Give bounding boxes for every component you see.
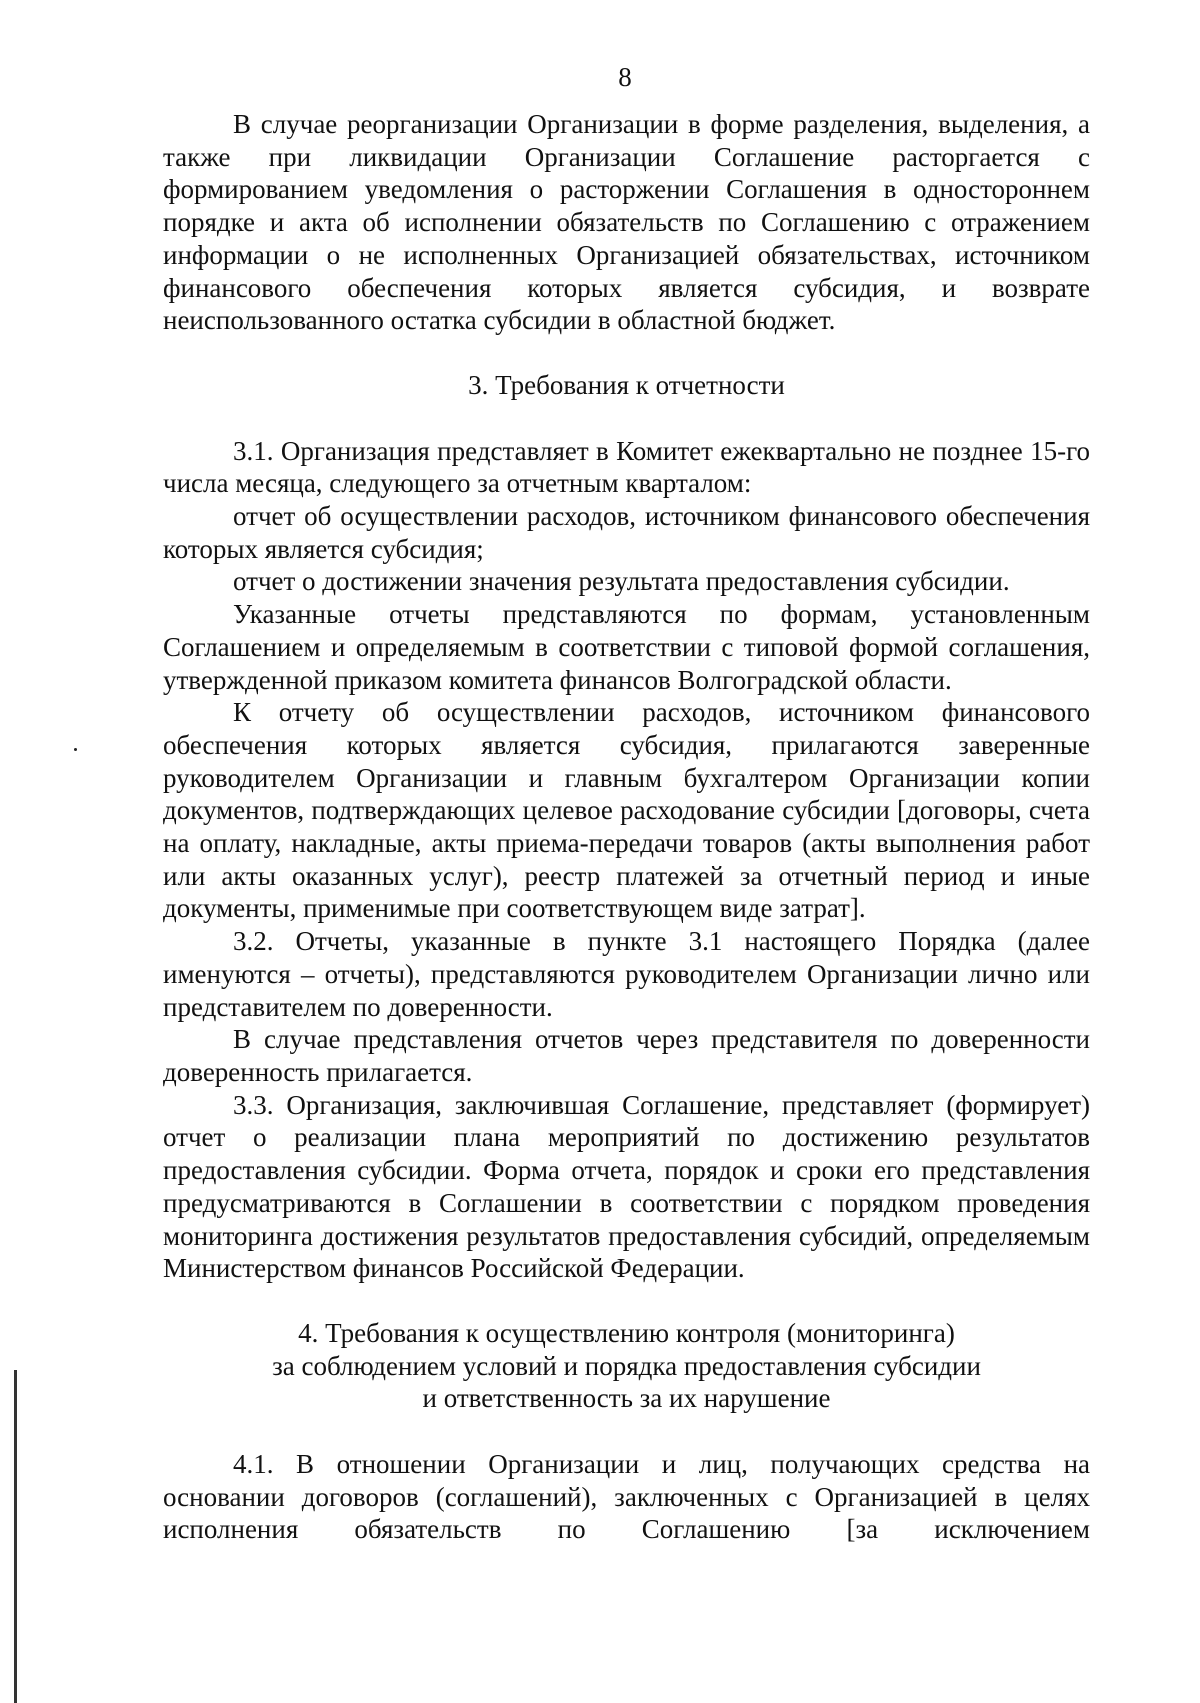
paragraph-4-1: 4.1. В отношении Организации и лиц, получающих средства на основании договоров (соглашений), заключенных с Организацией в целях исполнения обязательств по Соглашению [за исключением xyxy=(163,1449,1090,1545)
paragraph-3-1-report-expenses: отчет об осуществлении расходов, источником финансового обеспечения которых является субсидия; xyxy=(163,501,1090,564)
paragraph-3-1-forms: Указанные отчеты представляются по формам, установленным Соглашением и определяемым в соответствии с типовой формой соглашения, утвержденной приказом комитета финансов Волгоградской области. xyxy=(163,599,1090,695)
section-4-heading-line-3: и ответственность за их нарушение xyxy=(422,1383,831,1414)
section-4-heading xyxy=(163,1317,1090,1415)
section-3-heading: 3. Требования к отчетности xyxy=(468,369,785,400)
paragraph-3-3: 3.3. Организация, заключившая Соглашение, представляет (формирует) отчет о реализации плана мероприятий по достижению результатов предоставления субсидии. Форма отчета, порядок и сроки его представления предусматриваются в Соглашении в соответствии с порядком проведения мониторинга достижения результатов предоставления субсидий, определяемым Министерством финансов Российской Федерации. xyxy=(163,1089,1090,1284)
paragraph-3-1-report-result: отчет о достижении значения результата предоставления субсидии. xyxy=(233,566,1010,597)
document-body xyxy=(163,108,1090,1546)
paragraph-3-1: 3.1. Организация представляет в Комитет ежеквартально не позднее 15-го числа месяца, следующего за отчетным кварталом: xyxy=(163,435,1090,499)
section-4-heading-line-2: за соблюдением условий и порядка предоставления субсидии xyxy=(272,1350,981,1381)
paragraph-reorganization: В случае реорганизации Организации в форме разделения, выделения, а также при ликвидации Организации Соглашение расторгается с формированием уведомления о расторжении Соглашения в одностороннем порядке и акта об исполнении обязательств по Соглашению с отражением информации о не исполненных Организацией обязательствах, источником финансового обеспечения которых является субсидия, и возврате неиспользованного остатка субсидии в областной бюджет. xyxy=(163,109,1090,336)
section-4-heading-line-1: 4. Требования к осуществлению контроля (мониторинга) xyxy=(298,1317,955,1348)
page-number: 8 xyxy=(618,62,632,92)
paragraph-3-2-proxy: В случае представления отчетов через представителя по доверенности доверенность прилагается. xyxy=(163,1024,1090,1087)
paragraph-3-2: 3.2. Отчеты, указанные в пункте 3.1 настоящего Порядка (далее именуются – отчеты), представляются руководителем Организации лично или представителем по доверенности. xyxy=(163,926,1090,1022)
scan-speck xyxy=(74,748,77,751)
paragraph-3-1-attachments: К отчету об осуществлении расходов, источником финансового обеспечения которых является субсидия, прилагаются заверенные руководителем Организации и главным бухгалтером Организации копии документов, подтверждающих целевое расходование субсидии [договоры, счета на оплату, накладные, акты приема-передачи товаров (акты выполнения работ или акты оказанных услуг), реестр платежей за отчетный период и иные документы, применимые при соответствующем виде затрат]. xyxy=(163,697,1090,924)
scan-edge-mark xyxy=(14,1370,17,1703)
